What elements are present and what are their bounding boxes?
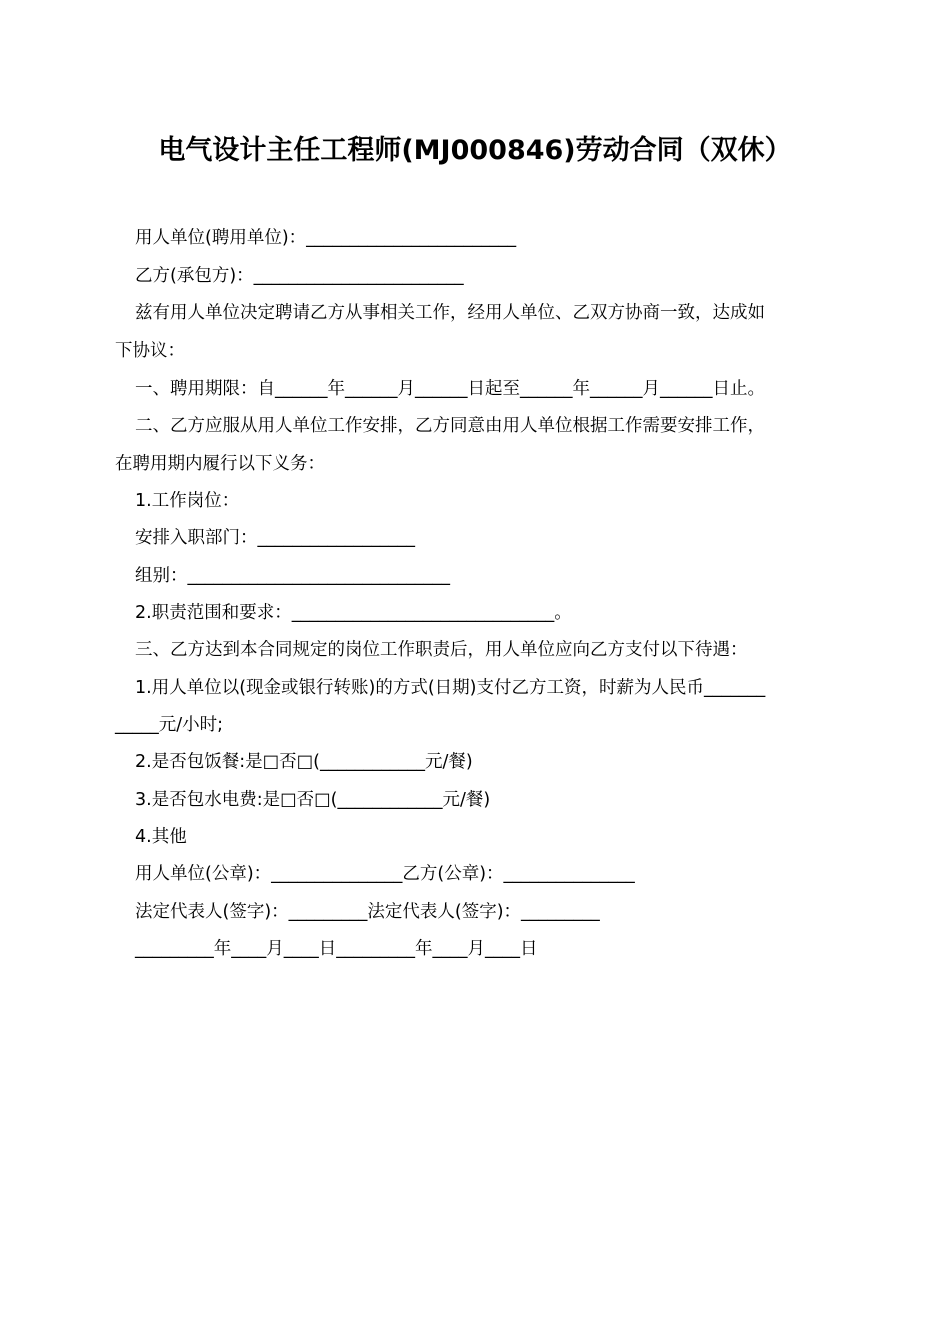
intro-paragraph-line-1: 兹有用人单位决定聘请乙方从事相关工作，经用人单位、乙双方协商一致，达成如: [135, 303, 765, 323]
other-item: 4.其他: [135, 827, 187, 847]
intro-paragraph-line-2: 下协议：: [115, 341, 185, 361]
position-item: 1.工作岗位：: [135, 491, 240, 511]
date-line: _________年____月____日_________年____月____日: [135, 939, 538, 959]
salary-line-1: 1.用人单位以(现金或银行转账)的方式(日期)支付乙方工资，时薪为人民币_______: [135, 678, 766, 698]
term-clause: 一、聘用期限：自______年______月______日起至______年______月______日止。: [135, 379, 765, 399]
duties-clause-line-2: 在聘用期内履行以下义务：: [115, 454, 325, 474]
meal-line: 2.是否包饭餐:是□否□(____________元/餐): [135, 752, 473, 772]
party-b-line: 乙方(承包方)：________________________: [135, 266, 464, 286]
responsibilities-line: 2.职责范围和要求：______________________________。: [135, 603, 572, 623]
group-line: 组别：______________________________: [135, 566, 450, 586]
duties-clause-line-1: 二、乙方应服从用人单位工作安排，乙方同意由用人单位根据工作需要安排工作，: [135, 416, 765, 436]
utilities-line: 3.是否包水电费:是□否□(____________元/餐): [135, 790, 491, 810]
department-line: 安排入职部门：__________________: [135, 528, 415, 548]
salary-line-2: _____元/小时;: [115, 715, 224, 735]
employer-line: 用人单位(聘用单位)：________________________: [135, 228, 517, 248]
document-title: 电气设计主任工程师(MJ000846)劳动合同（双休）: [158, 135, 792, 166]
signature-line: 法定代表人(签字)：_________法定代表人(签字)：_________: [135, 902, 600, 922]
compensation-clause: 三、乙方达到本合同规定的岗位工作职责后，用人单位应向乙方支付以下待遇：: [135, 640, 748, 660]
seal-line: 用人单位(公章)：_______________乙方(公章)：_______________: [135, 864, 635, 884]
